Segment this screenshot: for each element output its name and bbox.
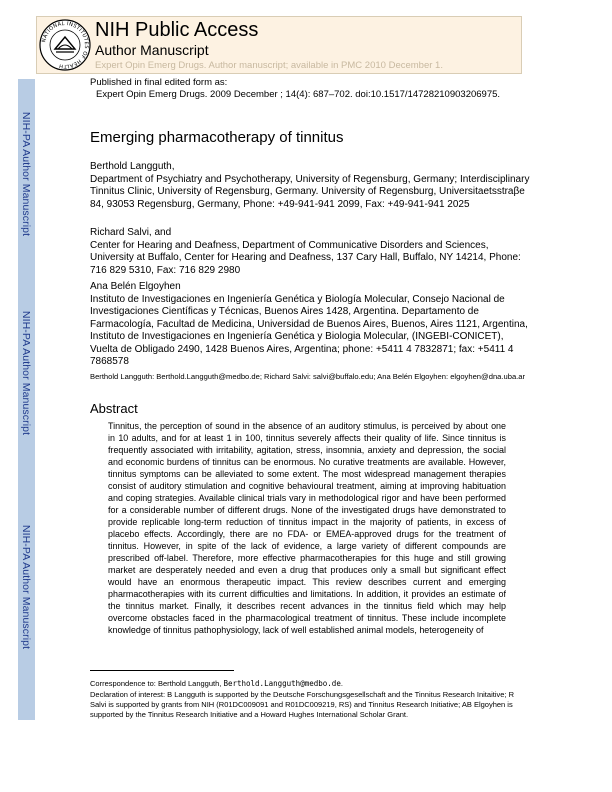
sidebar-label: NIH-PA Author Manuscript (20, 524, 33, 650)
correspondence-email-link[interactable]: Berthold.Langguth@medbo.de (223, 679, 341, 688)
author-emails: Berthold Langguth: Berthold.Langguth@medbo.de; Richard Salvi: salvi@buffalo.edu; Ana Belén Elgoyhen: elgoyhen@dna.uba.ar (90, 372, 526, 381)
author-name: Ana Belén Elgoyhen (90, 281, 181, 292)
correspondence-end: . (340, 679, 343, 688)
sidebar-strip (18, 79, 35, 720)
declaration-of-interest: Declaration of interest: B Langguth is supported by the Deutsche Forschungsgesellschaft and the Tinnitus Research Initaitive; R Salvi is supported by grants from NIH (R01DC009091 and R01DC009219, RS) and Tinnitus Research Initiative; AB Elgoyhen is supported by the Tinnitus Research Initiative and a Howard Hughes International Scholar Grant. (90, 690, 514, 719)
author-block (90, 161, 530, 211)
citation: Expert Opin Emerg Drugs. 2009 December ; 14(4): 687–702. doi:10.1517/14728210903206975. (96, 89, 501, 100)
correspondence-note (90, 679, 524, 689)
nih-logo-icon (39, 19, 91, 71)
article-title: Emerging pharmacotherapy of tinnitus (90, 129, 344, 146)
author-affiliation: Center for Hearing and Deafness, Department of Communicative Disorders and Sciences, University at Buffalo, Center for Hearing and Deafness, 137 Cary Hall, Buffalo, NY 14214, Phone: 716 829 5310, Fax: 716 829 2980 (90, 239, 521, 276)
author-affiliation: Department of Psychiatry and Psychotherapy, University of Regensburg, Germany; Interdisciplinary Tinnitus Clinic, University of Regensburg, Germany. University of Regensburg, Universitaetsstraβe 84, 93053 Regensburg, Germany, Phone: +49-941-941 2099, Fax: +49-941-941 2025 (90, 173, 530, 210)
author-affiliation: Instituto de Investigaciones en Ingeniería Genética y Biología Molecular, Consejo Nacional de Investigaciones Científicas y Técnicas, Buenos Aires 1428, Argentina. Departamento de Farmacología, Facultad de Medicina, Universidad de Buenos Aires, Buenos, Aires 1121, Argentina, Instituto de Investigaciones en Ingeniería Genética y Biologia Molecular, (INGEBI-CONICET), Vuelta de Obligado 2490, 1428 Buenos Aires, Argentina; phone: +5411 4 7832871; fax: +5411 4 7868578 (90, 293, 528, 367)
header-title: NIH Public Access (95, 19, 259, 41)
author-name: Berthold Langguth, (90, 161, 175, 172)
nih-header (36, 16, 522, 74)
author-name: Richard Salvi, and (90, 227, 172, 238)
abstract-heading: Abstract (90, 401, 138, 416)
svg-text:NATIONAL INSTITUTES OF HEALTH: NATIONAL INSTITUTES OF HEALTH (41, 20, 90, 70)
author-block (90, 227, 530, 277)
sidebar-label: NIH-PA Author Manuscript (20, 111, 33, 237)
correspondence-label: Correspondence to: Berthold Langguth, (90, 679, 222, 688)
footnote-divider (90, 670, 234, 671)
abstract-text: Tinnitus, the perception of sound in the absence of an auditory stimulus, is perceived by about one in 10 adults, and for at least 1 in 100, tinnitus severely affects their quality of life. Since tinnitus is frequently associated with irritability, agitation, stress, insomnia, anxiety and depression, the social and economic burdens of tinnitus can be enormous. No curative treatments are available. However, tinnitus symptoms can be alleviated to some extent. The most widespread management therapies consist of auditory stimulation and cognitive behavioural treatment, aiming at improving habituation and coping strategies. Available clinical trials vary in methodological rigor and have been performed for a considerable number of different drugs. None of the investigated drugs have demonstrated to provide replicable long-term reduction of tinnitus impact in the majority of patients, in excess of placebo effects. Accordingly, there are no FDA- or EMEA-approved drugs for the treatment of tinnitus. However, in spite of the lack of evidence, a large variety of different compounds are prescribed off-label. Therefore, more effective pharmacotherapies for this huge and still growing market are desperately needed and even a drug that produces only a small but significant effect would have an enormous therapeutic impact. This review describes current and emerging pharmacotherapies with its current difficulties and limitations. In addition, it provides an estimate of the tinnitus market. Finally, it describes recent advances in the tinnitus field which may help overcome obstacles faced in the pharmacological treatment of tinnitus. These include incomplete knowledge of tinnitus pathophysiology, lack of well established animal models, heterogeneity of (108, 421, 506, 635)
author-block (90, 281, 530, 369)
published-label: Published in final edited form as: (90, 77, 228, 88)
header-subtitle: Author Manuscript (95, 42, 209, 58)
sidebar-label: NIH-PA Author Manuscript (20, 310, 33, 436)
header-availability-note: Expert Opin Emerg Drugs. Author manuscript; available in PMC 2010 December 1. (95, 60, 443, 71)
